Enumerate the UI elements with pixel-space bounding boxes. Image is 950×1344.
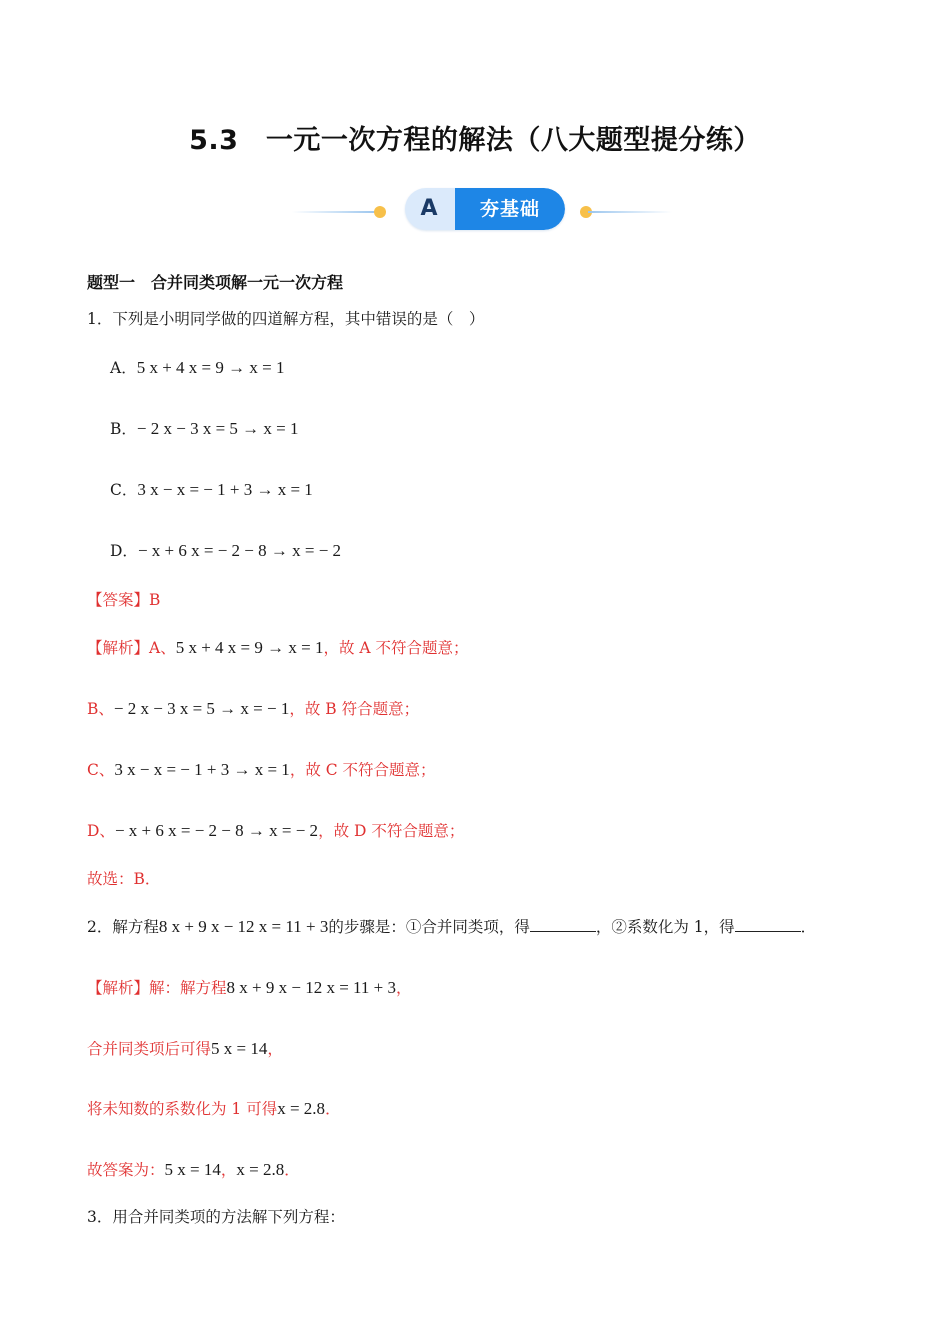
analysis-suffix: ，故 B 符合题意； (289, 700, 420, 718)
question-3-stem: 3．用合并同类项的方法解下列方程： (87, 1208, 345, 1226)
banner-letter: A (420, 196, 438, 221)
step-math: x = 2.8 (277, 1099, 326, 1118)
question-1-stem: 1．下列是小明同学做的四道解方程，其中错误的是（ ） (87, 310, 485, 328)
analysis-prefix: C、 (87, 761, 115, 779)
question-1-conclusion: 故选：B． (87, 870, 161, 888)
question-2-stem (87, 916, 816, 938)
banner-dot-left (374, 206, 386, 218)
option-math: − x + 6 x = − 2 − 8 → x = − 2 (137, 541, 342, 560)
question-1-option-a (110, 357, 284, 379)
stem-text: 的步骤是：①合并同类项，得 (328, 918, 530, 936)
analysis-text: ， (396, 979, 412, 997)
banner-label: 夯基础 (455, 188, 565, 230)
question-2-analysis (87, 977, 412, 999)
option-label: C． (110, 481, 138, 499)
answer-blank-1[interactable] (530, 917, 596, 932)
analysis-tag: 【解析】 (87, 639, 150, 657)
banner-line-left (292, 211, 376, 213)
analysis-prefix: A、 (149, 639, 176, 657)
step-text: ． (325, 1100, 341, 1118)
step-text: ， (267, 1040, 283, 1058)
analysis-suffix: ，故 C 不符合题意； (289, 761, 436, 779)
stem-text: 2．解方程 (87, 918, 159, 936)
question-2-step-2 (87, 1098, 341, 1120)
stem-math: 8 x + 9 x − 12 x = 11 + 3 (158, 917, 329, 936)
final-text: ， (220, 1161, 237, 1179)
question-2-final-answer (87, 1159, 300, 1181)
step-text: 将未知数的系数化为 1 可得 (87, 1100, 278, 1118)
analysis-math: 8 x + 9 x − 12 x = 11 + 3 (226, 978, 396, 997)
section-heading: 题型一 合并同类项解一元一次方程 (87, 273, 344, 292)
final-math: 5 x = 14 (164, 1160, 221, 1179)
analysis-math: − 2 x − 3 x = 5 → x = − 1 (113, 699, 290, 718)
stem-text: ． (800, 918, 817, 936)
final-text: ． (284, 1161, 300, 1179)
stem-text: ，②系数化为 1，得 (595, 918, 735, 936)
option-math: 5 x + 4 x = 9 → x = 1 (136, 358, 285, 377)
question-1-option-d (110, 540, 341, 562)
question-1-analysis-d (87, 820, 464, 842)
option-math: 3 x − x = − 1 + 3 → x = 1 (137, 480, 313, 499)
question-1-answer (87, 589, 160, 611)
analysis-math: − x + 6 x = − 2 − 8 → x = − 2 (114, 821, 319, 840)
analysis-prefix: B、 (87, 700, 114, 718)
question-1-option-c (110, 479, 313, 501)
question-1-analysis-a (87, 637, 469, 659)
step-text: 合并同类项后可得 (87, 1040, 212, 1058)
analysis-math: 5 x + 4 x = 9 → x = 1 (175, 638, 324, 657)
analysis-tag: 【解析】 (87, 979, 150, 997)
analysis-suffix: ，故 A 不符合题意； (323, 639, 469, 657)
analysis-prefix: D、 (87, 822, 115, 840)
question-1-analysis-c (87, 759, 436, 781)
analysis-text: 解：解方程 (149, 979, 227, 997)
page-title: 5.3 一元一次方程的解法（八大题型提分练） (189, 125, 761, 156)
step-math: 5 x = 14 (211, 1039, 268, 1058)
option-label: B． (110, 420, 137, 438)
question-1-option-b (110, 418, 299, 440)
analysis-math: 3 x − x = − 1 + 3 → x = 1 (114, 760, 290, 779)
answer-blank-2[interactable] (735, 917, 801, 932)
option-math: − 2 x − 3 x = 5 → x = 1 (136, 419, 299, 438)
banner-line-right (588, 211, 672, 213)
option-label: A． (110, 359, 137, 377)
analysis-suffix: ，故 D 不符合题意； (318, 822, 465, 840)
option-label: D． (110, 542, 138, 560)
banner-pill (405, 188, 565, 230)
final-text: 故答案为： (87, 1161, 165, 1179)
final-math: x = 2.8 (236, 1160, 285, 1179)
answer-value: B (149, 591, 161, 609)
question-1-analysis-b (87, 698, 419, 720)
answer-tag: 【答案】 (87, 591, 150, 609)
question-2-step-1 (87, 1038, 283, 1060)
section-banner (292, 186, 672, 234)
